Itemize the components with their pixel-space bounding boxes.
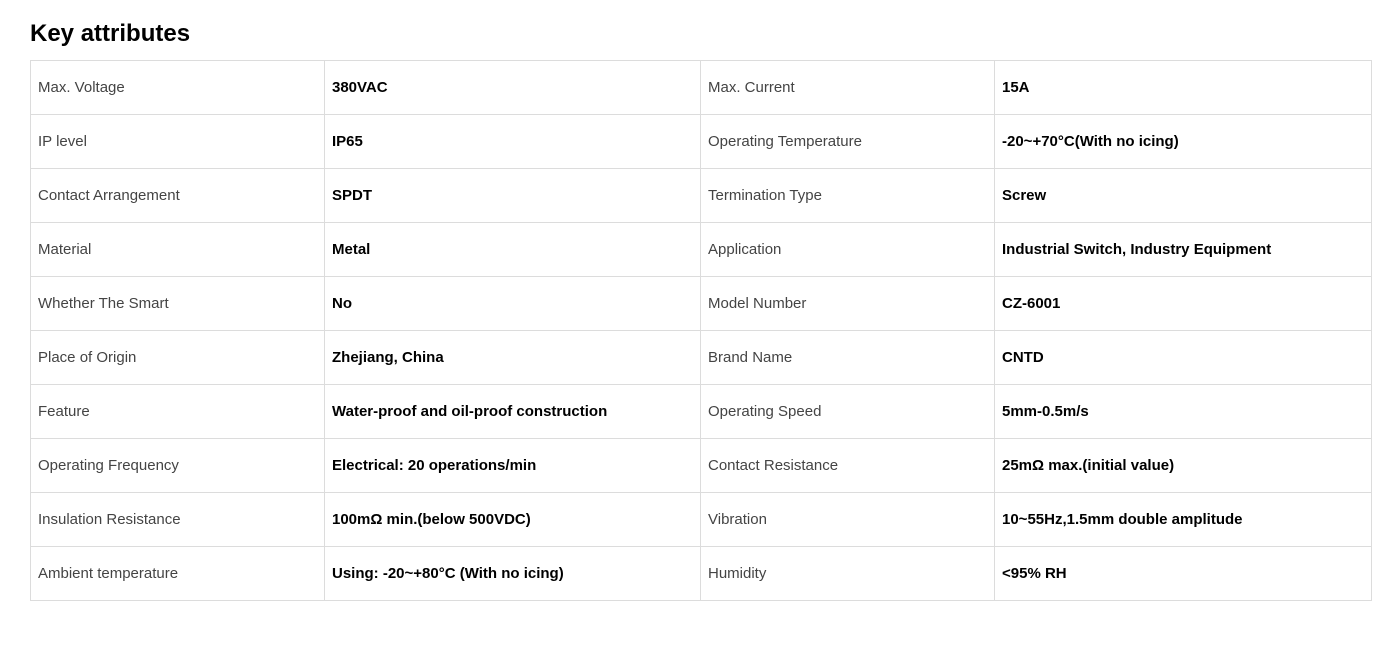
attribute-value: IP65 bbox=[325, 115, 701, 169]
attribute-value: CZ-6001 bbox=[995, 277, 1372, 331]
attribute-value: -20~+70°C(With no icing) bbox=[995, 115, 1372, 169]
table-row bbox=[31, 277, 1372, 331]
table-row bbox=[31, 61, 1372, 115]
table-row bbox=[31, 547, 1372, 601]
attribute-name: Place of Origin bbox=[31, 331, 325, 385]
attribute-value: 15A bbox=[995, 61, 1372, 115]
attribute-name: Vibration bbox=[701, 493, 995, 547]
attribute-name: Whether The Smart bbox=[31, 277, 325, 331]
attribute-name: Brand Name bbox=[701, 331, 995, 385]
table-row bbox=[31, 169, 1372, 223]
attribute-value: 380VAC bbox=[325, 61, 701, 115]
table-row bbox=[31, 493, 1372, 547]
attribute-name: Max. Current bbox=[701, 61, 995, 115]
table-row bbox=[31, 331, 1372, 385]
attribute-value: Screw bbox=[995, 169, 1372, 223]
attribute-value: 5mm-0.5m/s bbox=[995, 385, 1372, 439]
attribute-value: Metal bbox=[325, 223, 701, 277]
attribute-name: Insulation Resistance bbox=[31, 493, 325, 547]
attribute-value: 100mΩ min.(below 500VDC) bbox=[325, 493, 701, 547]
attribute-name: Contact Resistance bbox=[701, 439, 995, 493]
attribute-name: Max. Voltage bbox=[31, 61, 325, 115]
attribute-name: Termination Type bbox=[701, 169, 995, 223]
attribute-name: Operating Temperature bbox=[701, 115, 995, 169]
attribute-value: CNTD bbox=[995, 331, 1372, 385]
attribute-value: Using: -20~+80°C (With no icing) bbox=[325, 547, 701, 601]
key-attributes-table bbox=[30, 60, 1372, 601]
attribute-name: Application bbox=[701, 223, 995, 277]
attribute-name: Feature bbox=[31, 385, 325, 439]
attribute-value: No bbox=[325, 277, 701, 331]
attribute-name: Material bbox=[31, 223, 325, 277]
table-row bbox=[31, 439, 1372, 493]
attribute-value: <95% RH bbox=[995, 547, 1372, 601]
attribute-value: SPDT bbox=[325, 169, 701, 223]
attribute-value: Electrical: 20 operations/min bbox=[325, 439, 701, 493]
attribute-value: 25mΩ max.(initial value) bbox=[995, 439, 1372, 493]
attribute-name: Contact Arrangement bbox=[31, 169, 325, 223]
attribute-name: Operating Speed bbox=[701, 385, 995, 439]
attribute-name: Model Number bbox=[701, 277, 995, 331]
table-row bbox=[31, 385, 1372, 439]
attribute-value: Water-proof and oil-proof construction bbox=[325, 385, 701, 439]
attribute-value: Zhejiang, China bbox=[325, 331, 701, 385]
attribute-value: Industrial Switch, Industry Equipment bbox=[995, 223, 1372, 277]
section-title: Key attributes bbox=[30, 20, 191, 47]
attribute-name: Ambient temperature bbox=[31, 547, 325, 601]
table-row bbox=[31, 223, 1372, 277]
table-row bbox=[31, 115, 1372, 169]
attribute-value: 10~55Hz,1.5mm double amplitude bbox=[995, 493, 1372, 547]
attribute-name: IP level bbox=[31, 115, 325, 169]
attribute-name: Operating Frequency bbox=[31, 439, 325, 493]
attribute-name: Humidity bbox=[701, 547, 995, 601]
